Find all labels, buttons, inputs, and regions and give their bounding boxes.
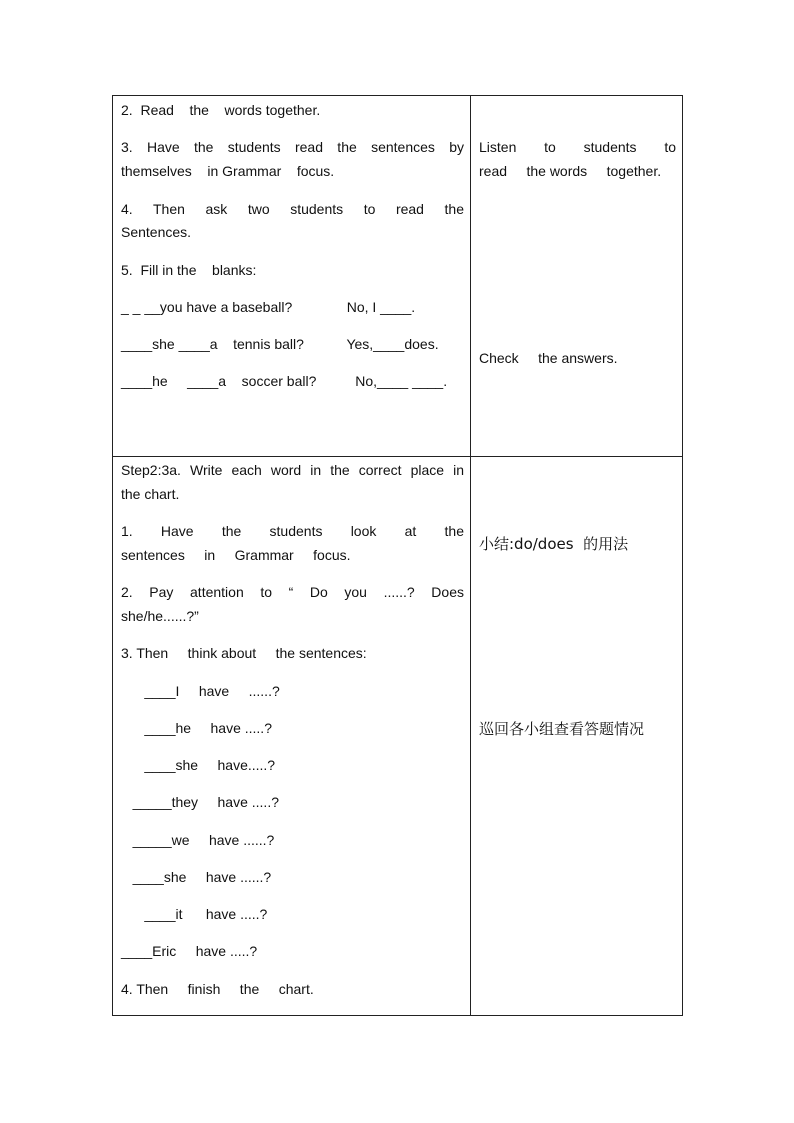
text-line: ____he have .....? [121,720,272,736]
text-line: 4. Then finish the chart. [121,981,314,997]
text-line: sentences in Grammar focus. [121,547,351,563]
text-line: 4. Then ask two students to read the [121,201,464,217]
text-line: _ _ __you have a baseball? No, I ____. [121,299,416,315]
text-line: 1. Have the students look at the [121,523,464,539]
text-line: 3. Have the students read the sentences by [121,139,464,155]
text-line: 2. Read the words together. [121,102,321,118]
text-line: 2. Pay attention to “ Do you ......? Does [121,584,464,600]
text-line: Listen to students to [479,139,676,155]
text-line: the chart. [121,486,180,502]
text-line: ____she have.....? [121,757,276,773]
text-line: ____she have ......? [121,869,272,885]
teacher-activity-cell [113,457,471,1016]
text-line: Step2:3a. Write each word in the correct place in [121,462,464,478]
text-line: 巡回各小组查看答题情况 [479,720,645,738]
text-line: read the words together. [479,163,662,179]
text-line: ____he ____a soccer ball? No,____ ____. [121,373,448,389]
text-line: 3. Then think about the sentences: [121,645,367,661]
text-line: ____I have ......? [121,683,280,699]
table-row [113,96,683,457]
student-activity-cell [471,96,683,457]
text-line: 小结:do/does 的用法 [479,535,629,553]
student-activity-cell [471,457,683,1016]
text-line: ____she ____a tennis ball? Yes,____does. [121,336,439,352]
text-line: 5. Fill in the blanks: [121,262,257,278]
teacher-activity-cell [113,96,471,457]
text-line: Check the answers. [479,350,618,366]
text-line: ____it have .....? [121,906,268,922]
text-line: _____they have .....? [121,794,279,810]
text-line: _____we have ......? [121,832,275,848]
text-line: themselves in Grammar focus. [121,163,335,179]
text-line: Sentences. [121,224,192,240]
table-row [113,457,683,1016]
text-line: ____Eric have .....? [121,943,258,959]
text-line: she/he......?” [121,608,199,624]
lesson-plan-table [112,95,683,1016]
